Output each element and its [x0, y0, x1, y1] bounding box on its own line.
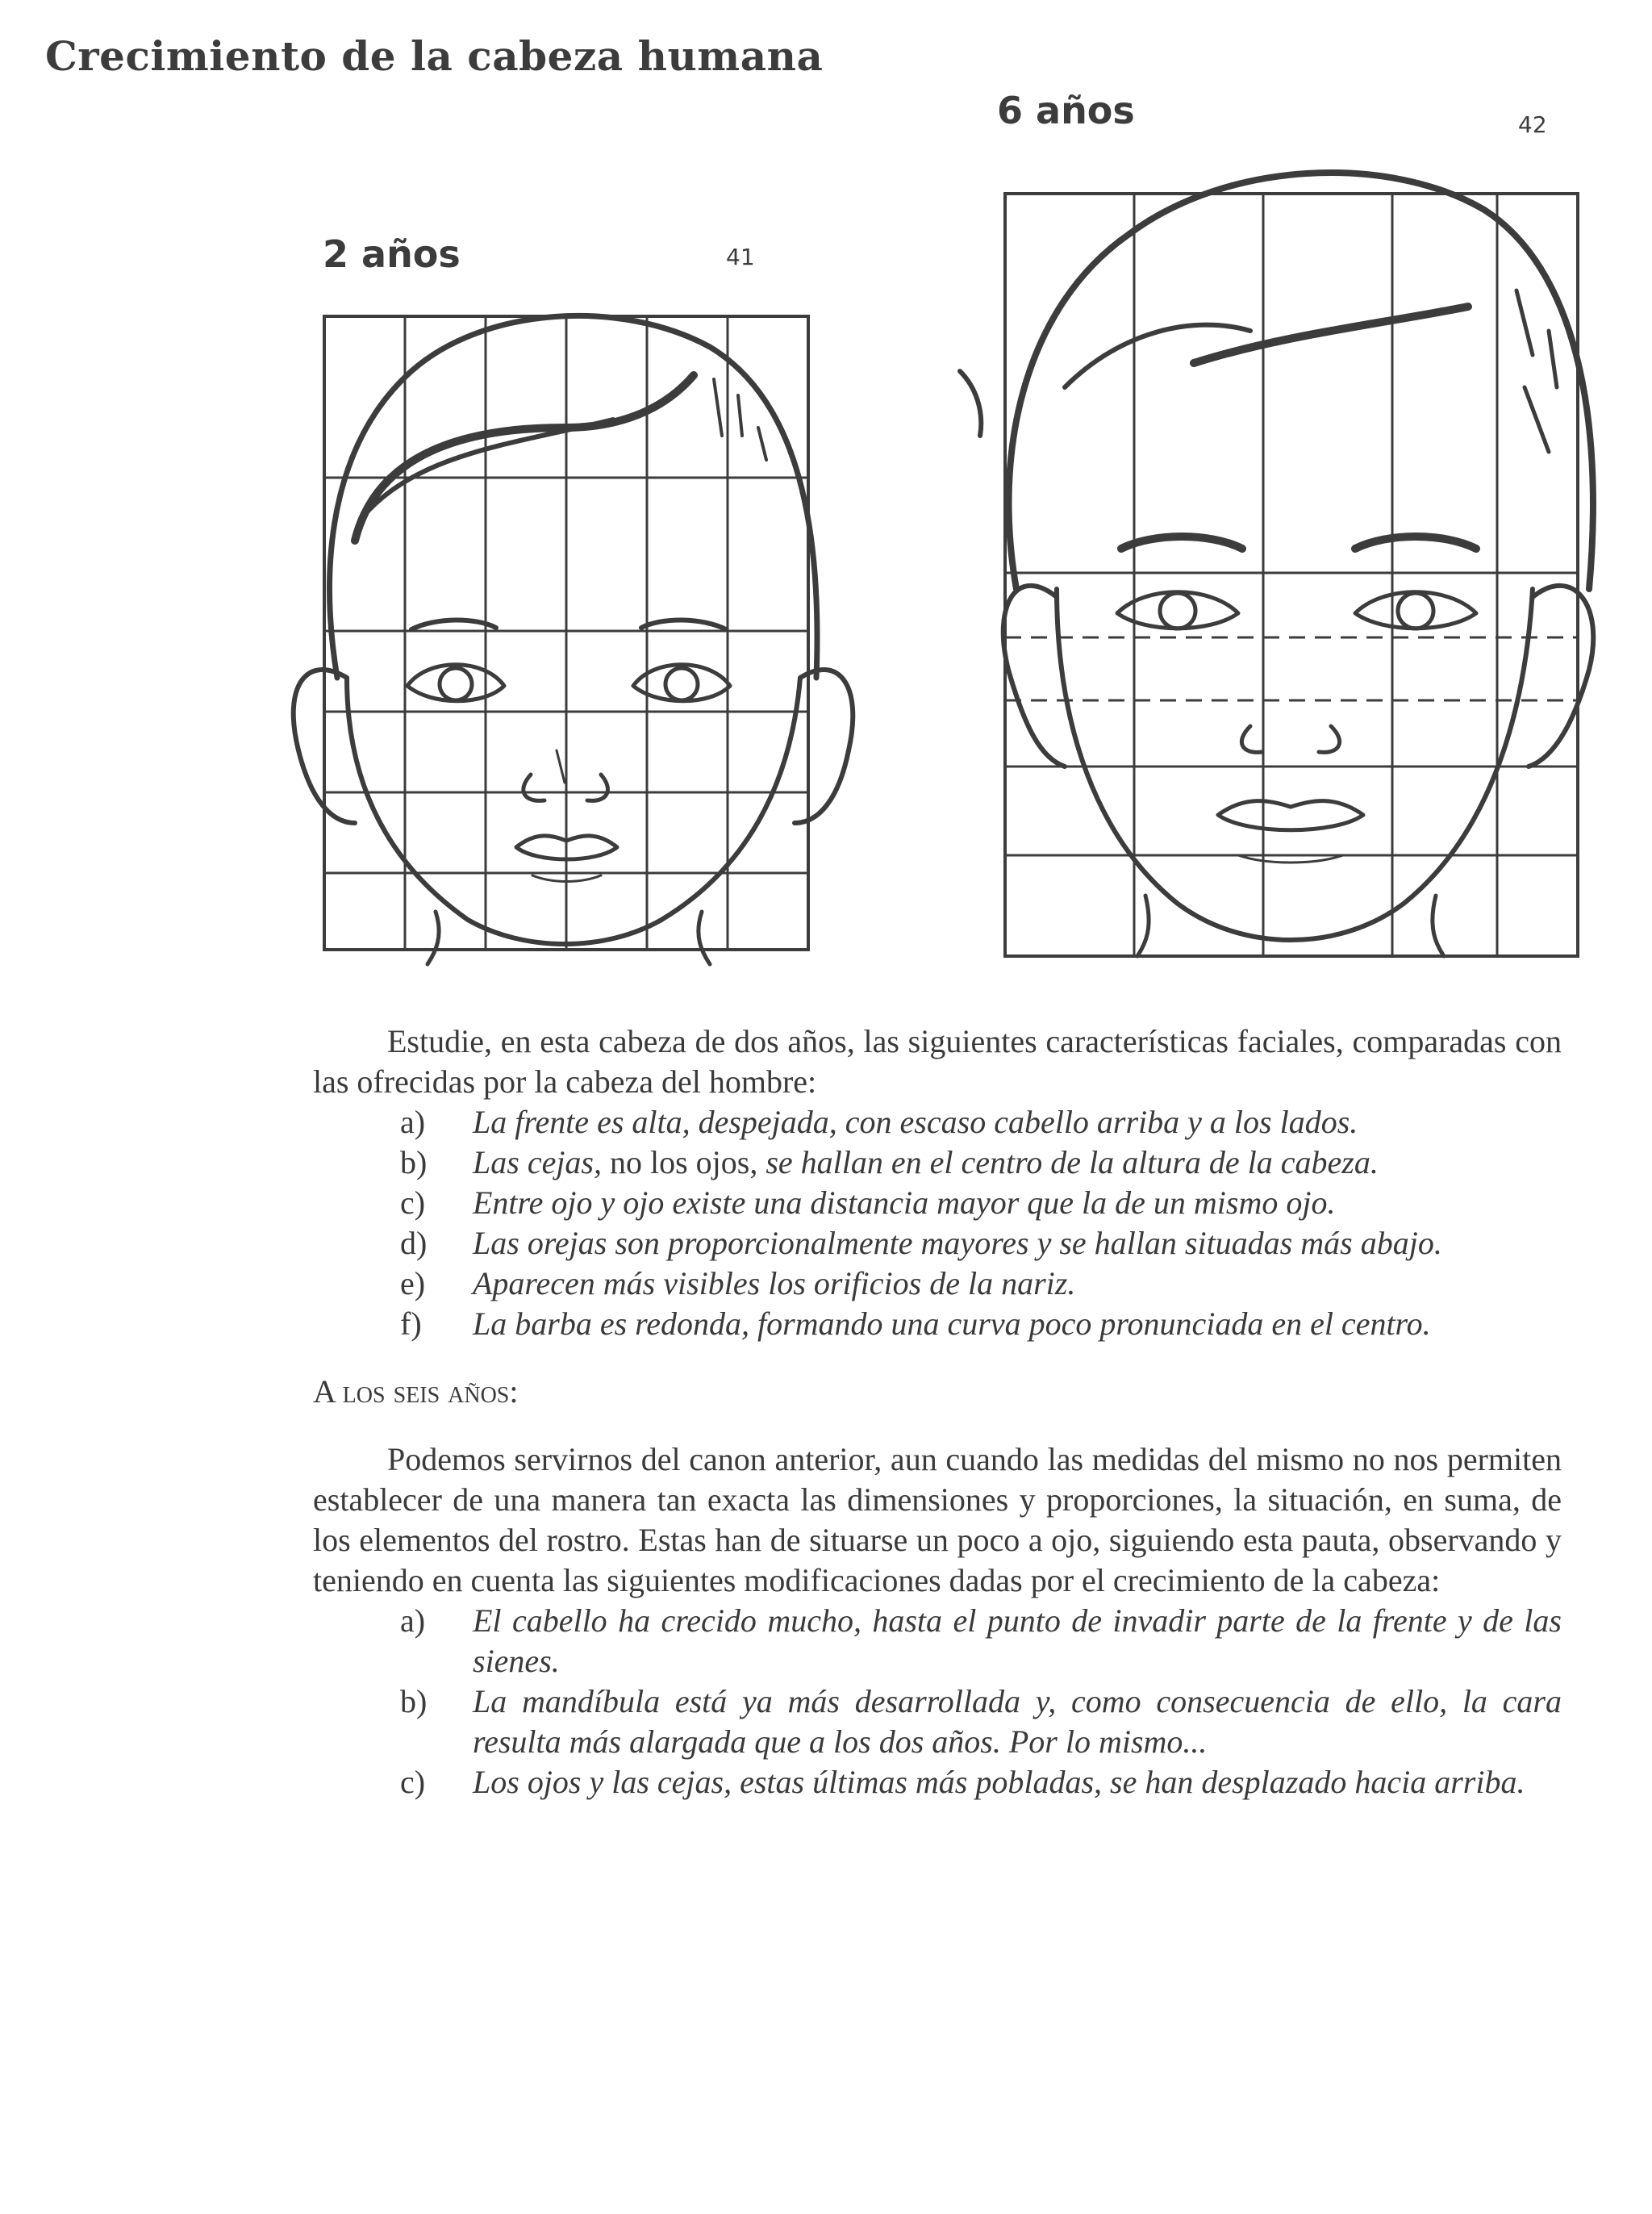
- list-item: [313, 1264, 1562, 1304]
- section-heading-six-years: A los seis años:: [313, 1373, 519, 1410]
- list-item: [313, 1102, 1562, 1143]
- list-item: [313, 1183, 1562, 1223]
- list-item-text: La mandíbula está ya más desarrollada y, como consecuencia de ello, la cara resulta más alargada que a los dos años. Por lo mismo...: [473, 1683, 1562, 1760]
- list-marker: b): [400, 1144, 428, 1180]
- list-six-years: [313, 1601, 1562, 1803]
- list-item-text: El cabello ha crecido mucho, hasta el punto de invadir parte de la frente y de las sienes.: [473, 1602, 1562, 1679]
- face-illustration-6-years: [936, 145, 1629, 960]
- list-item: [313, 1143, 1562, 1183]
- list-item-text: Los ojos y las cejas, estas últimas más pobladas, se han desplazado hacia arriba.: [473, 1764, 1525, 1800]
- list-item: [313, 1681, 1562, 1762]
- list-item-text: La barba es redonda, formando una curva poco pronunciada en el centro.: [473, 1305, 1431, 1342]
- list-marker: c): [400, 1184, 426, 1221]
- list-item: [313, 1223, 1562, 1264]
- list-item-text-roman: no los ojos,: [602, 1144, 766, 1180]
- list-marker: d): [400, 1225, 428, 1261]
- figure-right-number: 42: [1518, 111, 1547, 138]
- list-item-text-italic: Las cejas,: [473, 1144, 602, 1180]
- body-text: [313, 1021, 1562, 1803]
- figure-left-number: 41: [726, 244, 755, 270]
- list-marker: b): [400, 1683, 428, 1719]
- list-item-text: Aparecen más visibles los orificios de la nariz.: [473, 1265, 1076, 1301]
- figure-left-label: 2 años: [323, 232, 461, 276]
- list-item-text: Las orejas son proporcionalmente mayores y se hallan situadas más abajo.: [473, 1225, 1442, 1261]
- face-illustration-2-years: [274, 299, 871, 968]
- list-two-years: [313, 1102, 1562, 1344]
- list-item: [313, 1762, 1562, 1803]
- list-marker: e): [400, 1265, 426, 1301]
- figure-right-label: 6 años: [997, 89, 1135, 132]
- list-item: [313, 1601, 1562, 1681]
- list-item: [313, 1304, 1562, 1344]
- list-item-text: [473, 1143, 1562, 1183]
- list-marker: a): [400, 1602, 426, 1639]
- list-item-text: La frente es alta, despejada, con escaso cabello arriba y a los lados.: [473, 1104, 1358, 1140]
- list-marker: a): [400, 1104, 426, 1140]
- list-marker: f): [400, 1305, 422, 1342]
- list-item-text-italic: se hallan en el centro de la altura de la cabeza.: [766, 1144, 1379, 1180]
- list-marker: c): [400, 1764, 426, 1800]
- list-item-text: Entre ojo y ojo existe una distancia mayor que la de un mismo ojo.: [473, 1184, 1336, 1221]
- page-title: Crecimiento de la cabeza humana: [45, 32, 824, 80]
- intro-paragraph: Estudie, en esta cabeza de dos años, las siguientes características faciales, comparadas con las ofrecidas por la cabeza del hombre:: [313, 1023, 1562, 1100]
- six-years-paragraph: Podemos servirnos del canon anterior, aun cuando las medidas del mismo no nos permiten establecer de una manera tan exacta las dimensiones y proporciones, la situación, en suma, de los elementos del rostro. Estas han de situarse un poco a ojo, siguiendo esta pauta, observando y teniendo en cuenta las siguientes modificaciones dadas por el crecimiento de la cabeza:: [313, 1441, 1562, 1598]
